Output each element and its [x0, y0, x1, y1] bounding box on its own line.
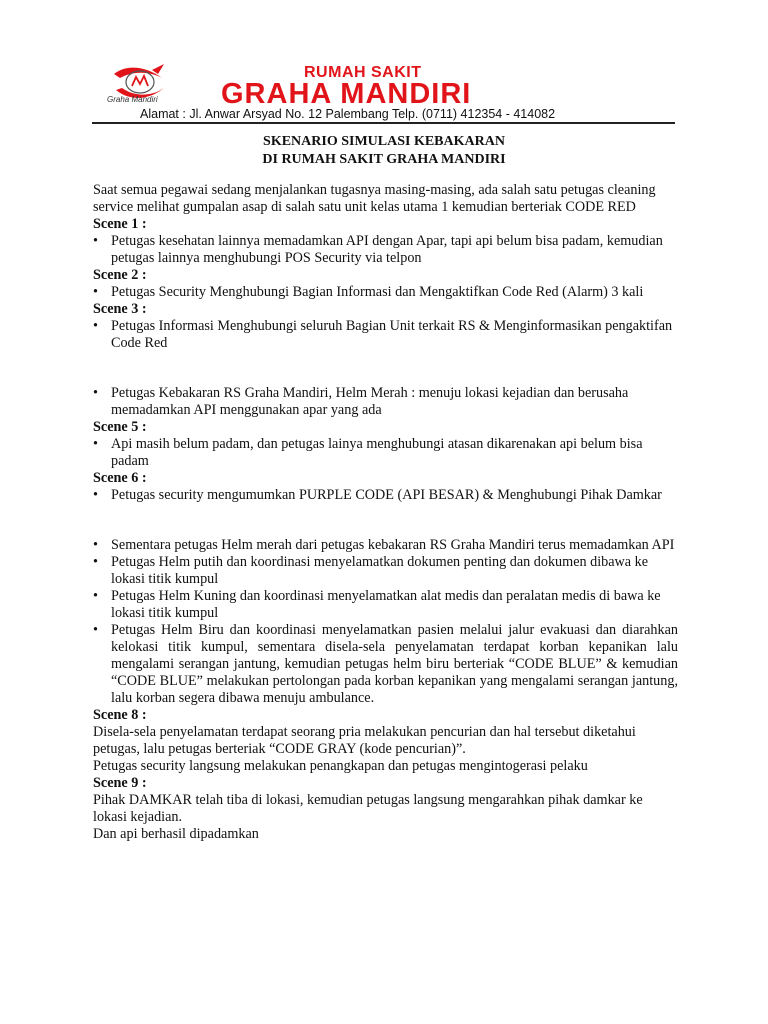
scene-9-paragraph: Pihak DAMKAR telah tiba di lokasi, kemudian petugas langsung mengarahkan pihak damkar ke lokasi kejadian. [93, 792, 643, 825]
scene-8-paragraph: Petugas security langsung melakukan penangkapan dan petugas mengintogerasi pelaku [93, 758, 588, 774]
list-item: • Petugas Helm Biru dan koordinasi menyelamatkan pasien melalui jalur evakuasi dan diarahkan kelokasi titik kumpul, sementara disela-sela penyelamatan terdapat korban kepanikan lalu mengalami serangan jantung, kemudian petugas helm biru berteriak “CODE BLUE” & kemudian “CODE BLUE” melakukan pertolongan pada korban kepanikan yang mengalami serangan jantung, lalu korban segera dibawa menuju ambulance. [93, 622, 678, 707]
list-item: • Petugas security mengumumkan PURPLE CODE (API BESAR) & Menghubungi Pihak Damkar [93, 487, 678, 504]
scene-1-list [93, 233, 678, 267]
list-item: • Petugas Kebakaran RS Graha Mandiri, Helm Merah : menuju lokasi kejadian dan berusaha memadamkan API menggunakan apar yang ada [93, 385, 678, 419]
list-item: • Petugas Informasi Menghubungi seluruh Bagian Unit terkait RS & Menginformasikan pengaktifan Code Red [93, 318, 678, 352]
scene-1-heading: Scene 1 : [93, 216, 147, 232]
document-title-line1: SKENARIO SIMULASI KEBAKARAN [263, 134, 505, 149]
list-item: • Petugas Security Menghubungi Bagian Informasi dan Mengaktifkan Code Red (Alarm) 3 kali [93, 284, 678, 301]
scene-2-list [93, 284, 678, 301]
scene-8-heading: Scene 8 : [93, 707, 147, 723]
scene-2-heading: Scene 2 : [93, 267, 147, 283]
scene-4-list [93, 385, 678, 419]
hospital-address: Alamat : Jl. Anwar Arsyad No. 12 Palembang Telp. (0711) 412354 - 414082 [140, 107, 556, 121]
blank-line [93, 352, 678, 385]
scene-5-list [93, 436, 678, 470]
scene-9-paragraph: Dan api berhasil dipadamkan [93, 826, 259, 842]
scene-8-paragraph: Disela-sela penyelamatan terdapat seorang pria melakukan pencurian dan hal tersebut diketahui petugas, lalu petugas berteriak “CODE GRAY (kode pencurian)”. [93, 724, 636, 757]
scene-9-heading: Scene 9 : [93, 775, 147, 791]
letterhead-divider [92, 122, 675, 124]
scene-6-heading: Scene 6 : [93, 470, 147, 486]
list-item: • Petugas Helm putih dan koordinasi menyelamatkan dokumen penting dan dokumen dibawa ke lokasi titik kumpul [93, 554, 678, 588]
intro-paragraph: Saat semua pegawai sedang menjalankan tugasnya masing-masing, ada salah satu petugas cleaning service melihat gumpalan asap di salah satu unit kelas utama 1 kemudian berteriak CODE RED [93, 182, 656, 215]
hospital-name: GRAHA MANDIRI [221, 78, 472, 110]
scene-7-list [93, 537, 678, 707]
document-body [93, 182, 678, 843]
scene-3-list [93, 318, 678, 352]
document-title-line2: DI RUMAH SAKIT GRAHA MANDIRI [262, 152, 506, 167]
hospital-type: RUMAH SAKIT [304, 64, 422, 81]
scene-6-list [93, 487, 678, 504]
scene-5-heading: Scene 5 : [93, 419, 147, 435]
blank-line [93, 504, 678, 537]
list-item: • Sementara petugas Helm merah dari petugas kebakaran RS Graha Mandiri terus memadamkan API [93, 537, 678, 554]
list-item: • Api masih belum padam, dan petugas lainya menghubungi atasan dikarenakan api belum bisa padam [93, 436, 678, 470]
list-item: • Petugas kesehatan lainnya memadamkan API dengan Apar, tapi api belum bisa padam, kemudian petugas lainnya menghubungi POS Security via telpon [93, 233, 678, 267]
logo-caption: Graha Mandiri [107, 95, 158, 104]
list-item: • Petugas Helm Kuning dan koordinasi menyelamatkan alat medis dan peralatan medis di bawa ke lokasi titik kumpul [93, 588, 678, 622]
scene-3-heading: Scene 3 : [93, 301, 147, 317]
